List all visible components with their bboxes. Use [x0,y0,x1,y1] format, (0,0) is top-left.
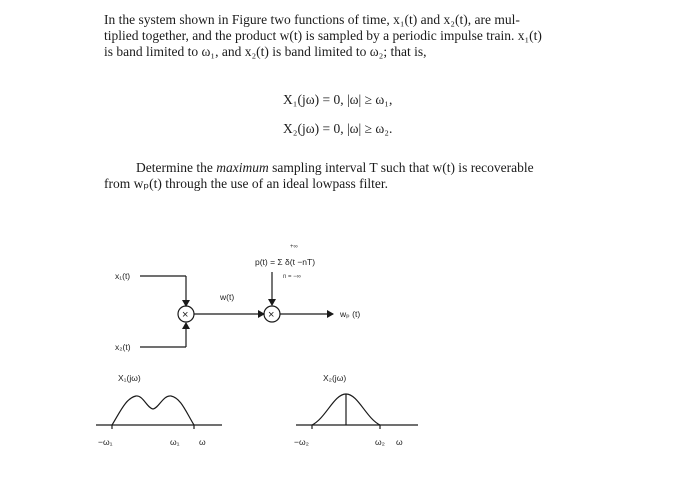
p-label: p(t) = Σ δ(t −nT) [255,257,316,267]
x2-tick-label-pos: ω₂ [375,437,385,447]
p-arrowhead [268,299,276,306]
block-diagram [140,272,334,347]
sum-upper-limit: +∞ [290,244,298,250]
sum-lower-limit: n = −∞ [283,274,301,280]
spectrum-x1 [96,396,222,429]
paragraph-1-line-3: is band limited to ω₁, and x₂(t) is band limited to ω₂; that is, [104,44,427,59]
x1-axis-label: ω [199,437,206,447]
x2-spectrum-label: X₂(jω) [323,373,347,383]
x1-spectrum-curve [112,396,194,425]
x2-tick-label-neg: −ω₂ [294,437,309,447]
x2-arrowhead [182,322,190,329]
multiplier-1-symbol: × [182,309,189,321]
x2-label: x₂(t) [115,342,131,352]
wp-label: wₚ (t) [340,309,361,319]
equation-x2-bandlimit: X₂(jω) = 0, |ω| ≥ ω₂. [283,121,393,136]
spectrum-x2 [296,394,418,429]
equation-x1-bandlimit: X₁(jω) = 0, |ω| ≥ ω₁, [283,92,393,107]
multiplier-2-symbol: × [268,309,275,321]
x1-tick-label-pos: ω₁ [170,437,180,447]
x1-spectrum-label: X₁(jω) [118,373,141,383]
paragraph-2-line-2: from wₚ(t) through the use of an ideal lowpass filter. [104,176,388,191]
paragraph-2-emphasis: maximum [216,160,269,175]
paragraph-1-line-2: tiplied together, and the product w(t) is sampled by a periodic impulse train. x₁(t) [104,28,542,43]
w-label: w(t) [220,292,235,302]
wp-arrowhead [327,310,334,318]
paragraph-2-post: sampling interval T such that w(t) is recoverable [268,160,534,175]
x1-label: x₁(t) [115,271,131,281]
x2-axis-label: ω [396,437,403,447]
paragraph-1-line-1: In the system shown in Figure two functions of time, x₁(t) and x₂(t), are mul- [104,12,520,27]
x1-tick-label-neg: −ω₁ [98,437,113,447]
paragraph-2-pre: Determine the [136,160,217,175]
